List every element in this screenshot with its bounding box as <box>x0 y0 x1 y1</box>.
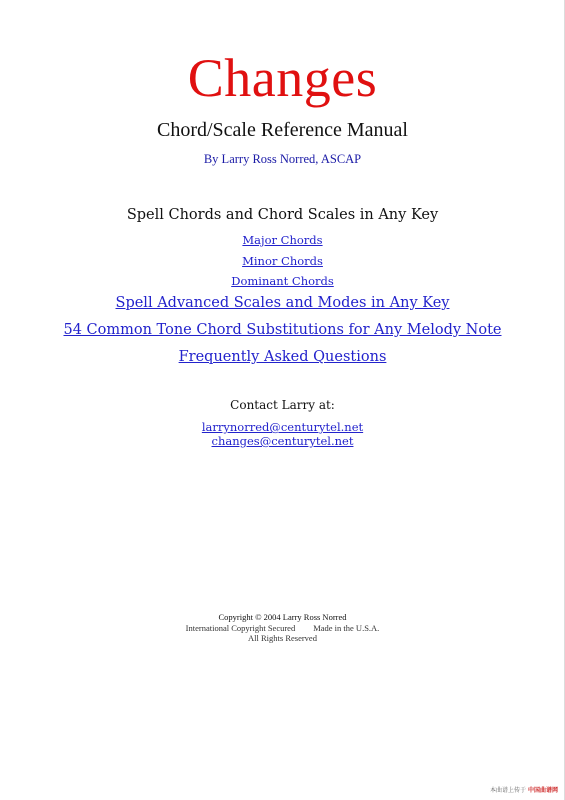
email-link-larrynorred[interactable]: larrynorred@centurytel.net <box>201 420 364 434</box>
link-row-minor-chords <box>0 254 565 269</box>
chord-substitutions-link[interactable]: 54 Common Tone Chord Substitutions for Any Melody Note <box>63 322 502 338</box>
document-subtitle: Chord/Scale Reference Manual <box>156 119 408 141</box>
copyright-secured-text: International Copyright Secured <box>185 623 296 633</box>
advanced-scales-link[interactable]: Spell Advanced Scales and Modes in Any Key <box>115 295 450 311</box>
faq-link[interactable]: Frequently Asked Questions <box>178 349 387 365</box>
link-row-faq <box>0 347 565 367</box>
contact-heading: Contact Larry at: <box>230 398 335 412</box>
made-in-usa-text: Made in the U.S.A. <box>313 623 380 633</box>
link-row-advanced-scales <box>0 293 565 313</box>
watermark-prefix: 本曲谱上传于 <box>490 787 527 794</box>
major-chords-link[interactable]: Major Chords <box>242 233 323 247</box>
email-row-1 <box>0 420 565 434</box>
email-row-2 <box>0 434 565 448</box>
link-row-dominant-chords <box>0 274 565 289</box>
copyright-line: Copyright © 2004 Larry Ross Norred <box>218 612 347 622</box>
dominant-chords-link[interactable]: Dominant Chords <box>231 274 334 288</box>
author-line: By Larry Ross Norred, ASCAP <box>203 152 362 166</box>
section-heading: Spell Chords and Chord Scales in Any Key <box>126 207 439 223</box>
document-title: Changes <box>187 48 378 108</box>
minor-chords-link[interactable]: Minor Chords <box>242 254 323 268</box>
link-row-chord-substitutions <box>0 320 565 340</box>
link-row-major-chords <box>0 233 565 248</box>
email-link-changes[interactable]: changes@centurytel.net <box>211 434 354 448</box>
watermark-brand: 中国曲谱网 <box>527 787 558 794</box>
rights-reserved-line: All Rights Reserved <box>248 633 317 643</box>
site-watermark <box>490 787 558 795</box>
